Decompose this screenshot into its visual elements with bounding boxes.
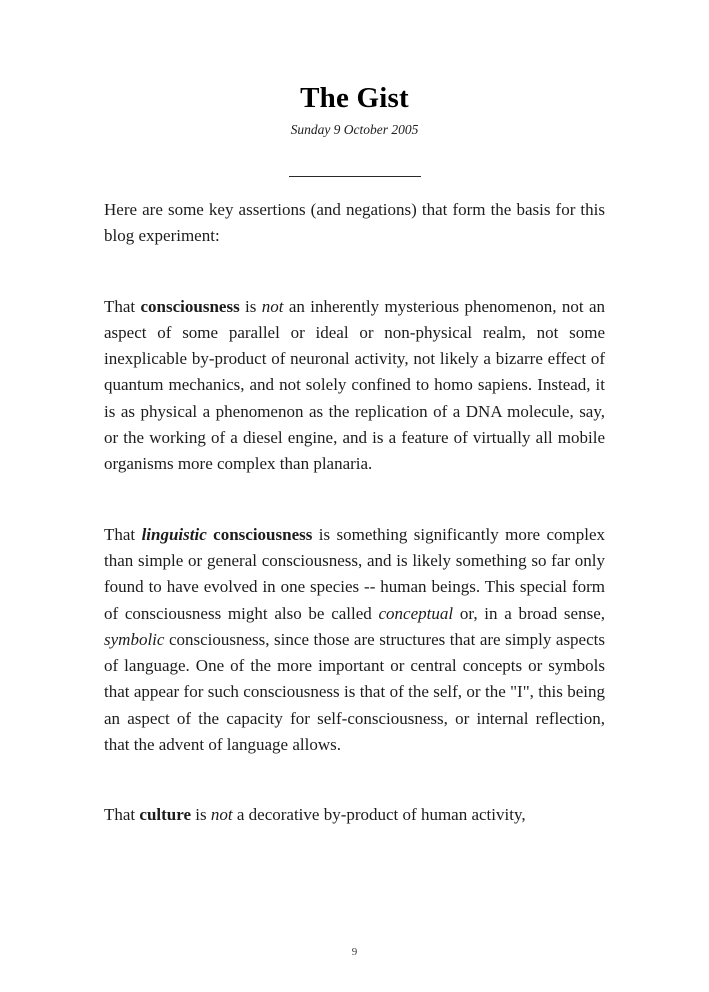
text-segment: conceptual xyxy=(378,603,454,623)
paragraph xyxy=(104,294,605,478)
text-segment: or, in a broad sense, xyxy=(453,603,606,623)
text-segment: Here are some key assertions (and negations) that form the basis for this blog experiment: xyxy=(104,200,605,246)
text-segment: a decorative by-product of human activity, xyxy=(232,805,526,825)
paragraph xyxy=(104,197,605,250)
page-subtitle: Sunday 9 October 2005 xyxy=(290,122,419,137)
text-segment: That xyxy=(104,524,142,544)
text-segment: That xyxy=(104,296,141,316)
document-footer xyxy=(0,946,709,958)
document-body xyxy=(104,197,605,829)
text-segment: an inherently mysterious phenomenon, not an aspect of some parallel or ideal or non-physical realm, not some inexplicable by-product of neuronal activity, not likely a bizarre effect of quantum mechanics, and not solely confined to homo sapiens. Instead, it is as physical a phenomenon as the replication of a DNA molecule, say, or the working of a diesel engine, and is a feature of virtually all mobile organisms more complex than planaria. xyxy=(104,296,605,474)
text-segment: not xyxy=(210,805,233,825)
text-segment: culture xyxy=(139,805,192,825)
page-number: 9 xyxy=(351,946,358,958)
paragraph xyxy=(104,802,605,828)
text-segment: consciousness xyxy=(140,296,240,316)
paragraph xyxy=(104,522,605,759)
text-segment: is xyxy=(239,296,262,316)
text-segment: linguistic xyxy=(141,524,207,544)
text-segment: consciousness xyxy=(213,524,313,544)
page-title: The Gist xyxy=(300,82,409,114)
text-segment: is xyxy=(191,805,211,825)
document-header xyxy=(0,0,709,177)
text-segment: That xyxy=(104,805,140,825)
text-segment: symbolic xyxy=(104,629,165,649)
section-divider xyxy=(289,176,421,177)
text-segment: is something significantly more complex than simple or general consciousness, and is likely something so far only found to have evolved in one species -- human beings. This special form of consciousness might also be called xyxy=(104,524,605,623)
text-segment: consciousness, since those are structures that are simply aspects of language. One of the more important or central concepts or symbols that appear for such consciousness is that of the self, or the "I", this being an aspect of the capacity for self-consciousness, or internal reflection, that the advent of language allows. xyxy=(104,629,605,755)
text-segment: not xyxy=(261,296,284,316)
